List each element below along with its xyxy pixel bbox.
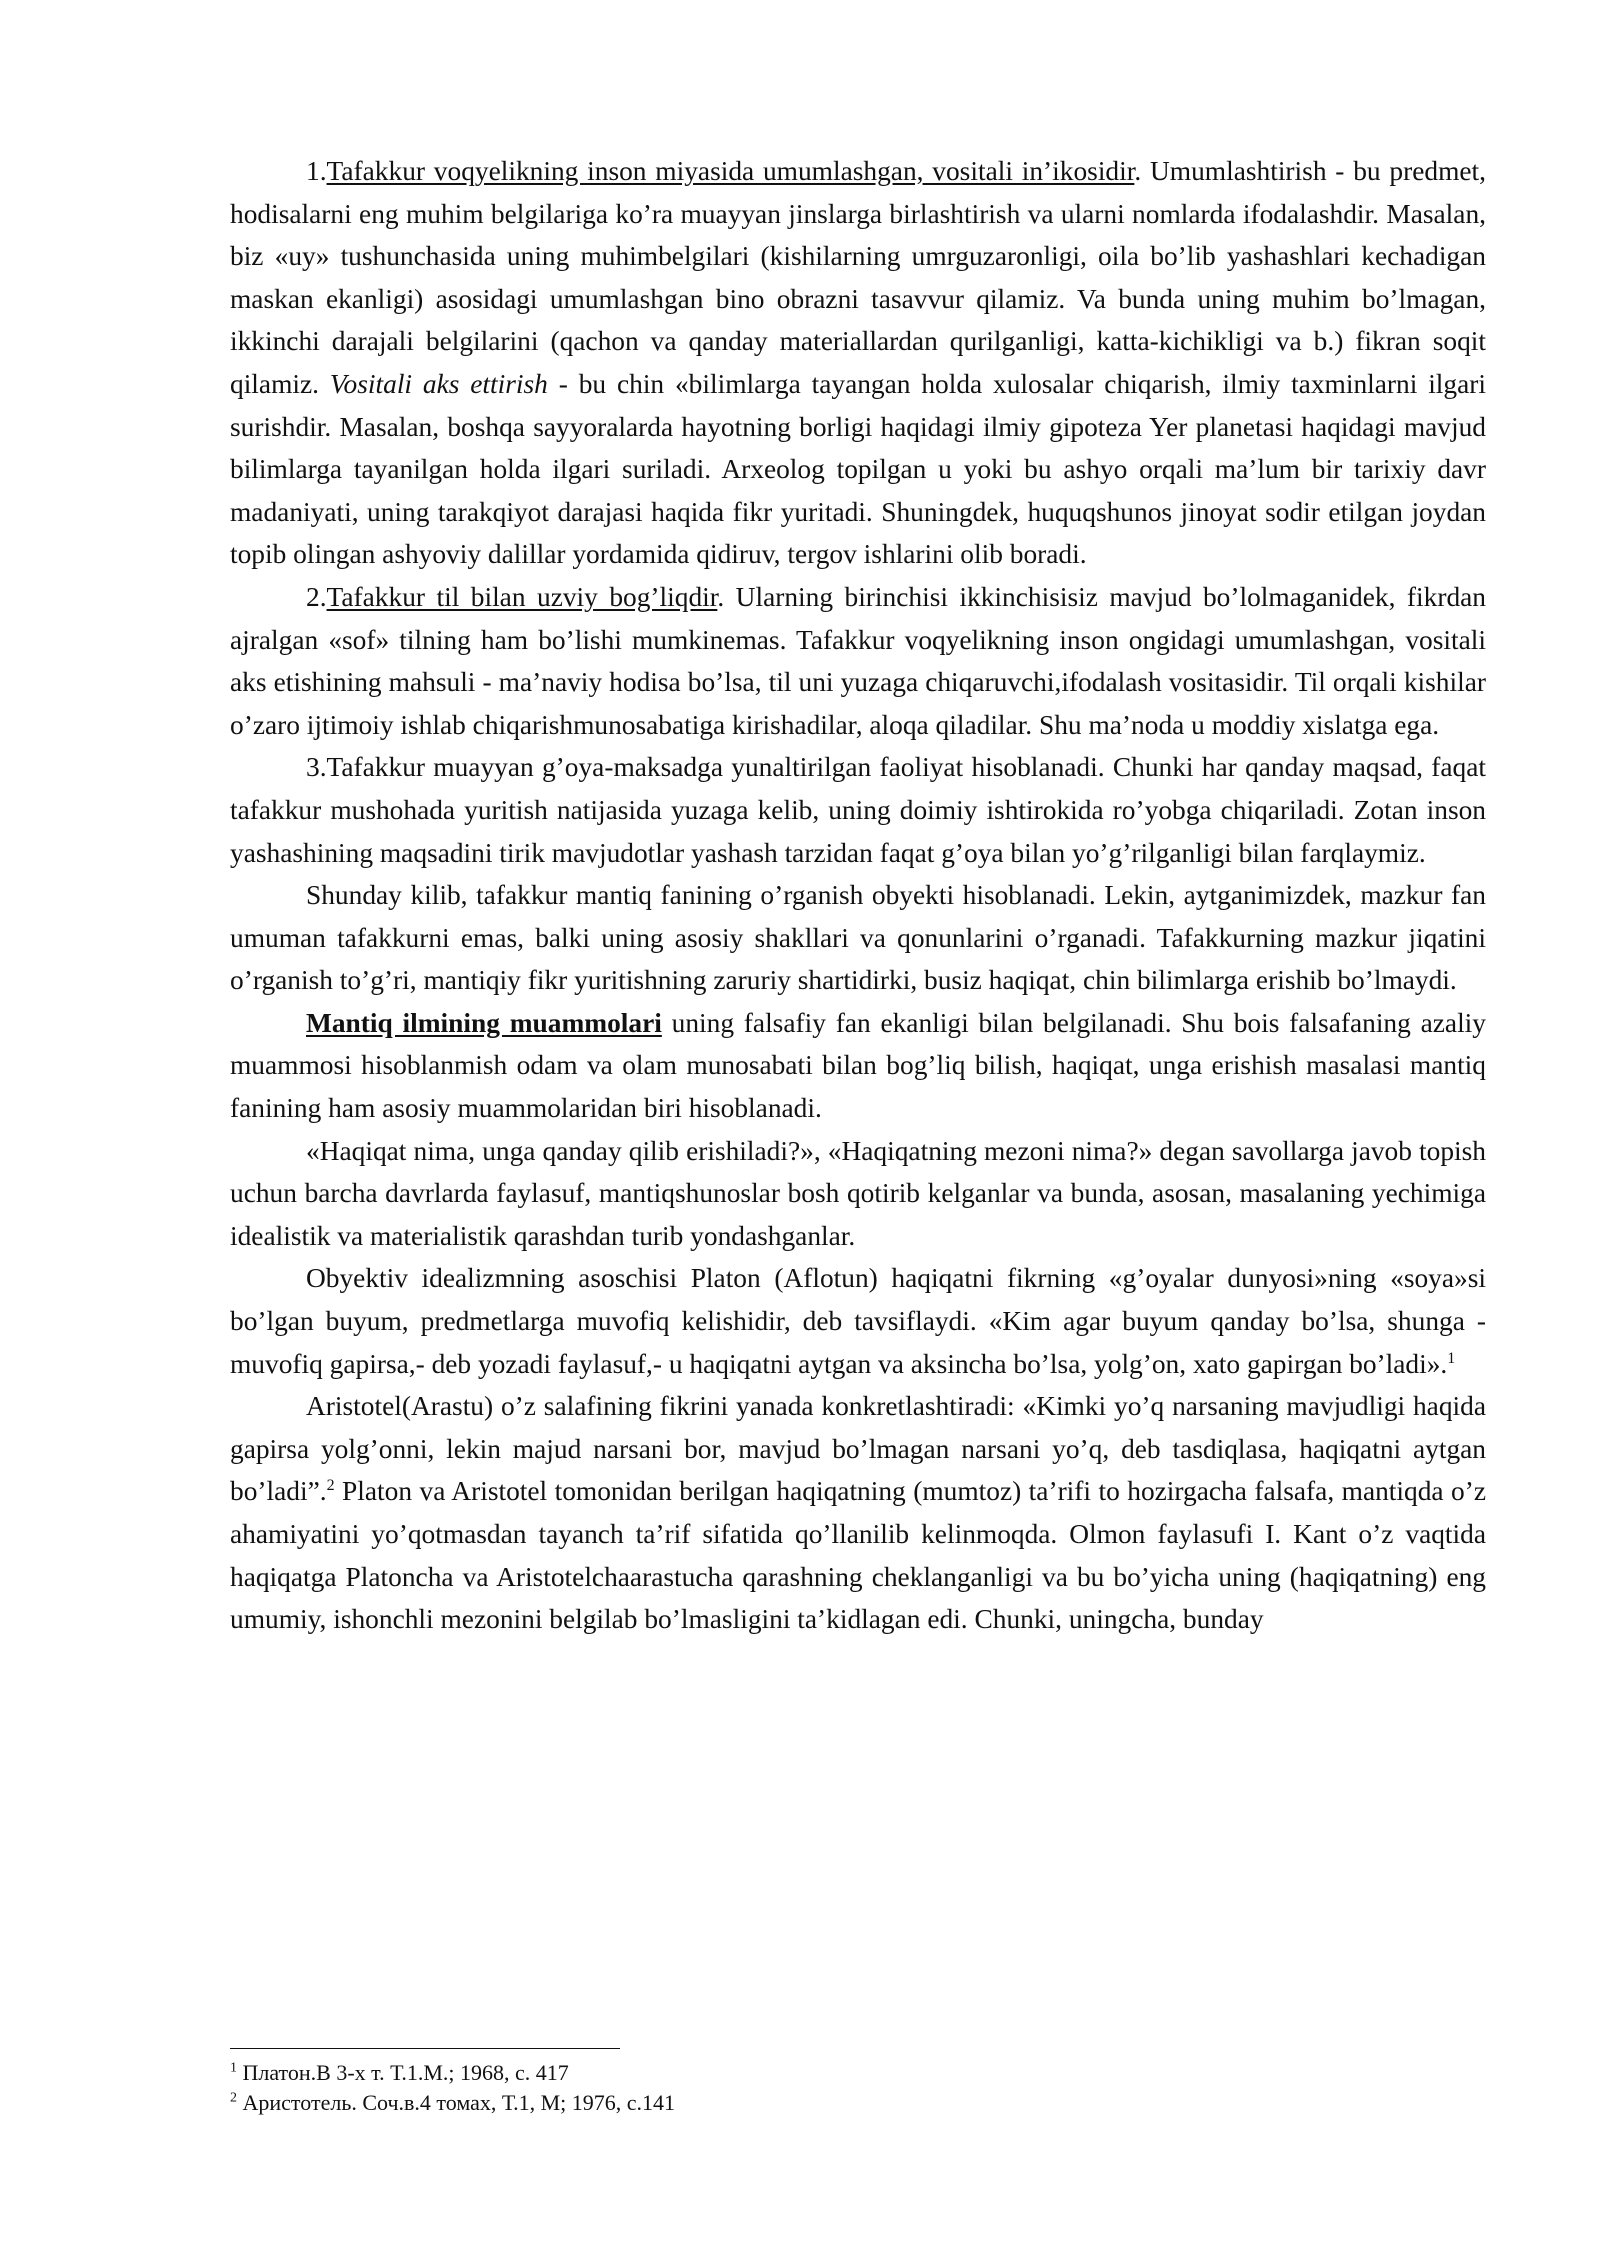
paragraph-text: Aristotel(Arastu) o’z salafining fikrini yanada konkretlashtiradi: «Kimki yo’q narsaning mavjudligi haqida gapirsa yolg’onni, lekin majud narsani bor, mavjud bo’lmagan narsani yo’q, deb tasdiqlasa, haqiqatni aytgan bo’ladi”. xyxy=(230,1391,1486,1507)
italic-term: Vositali aks ettirish xyxy=(329,368,548,399)
underlined-thesis: Tafakkur til bilan uzviy bog’liqdir xyxy=(326,581,718,612)
paragraph-text: uning falsafiy fan ekanligi bilan belgilanadi. Shu bois falsafaning azaliy muammosi hisoblanmish odam va olam munosabati bilan bog’liq bilish, haqiqat, unga erishish masalasi mantiq fanining ham asosiy muammolaridan biri hisoblanadi. xyxy=(230,1007,1486,1124)
paragraph-text: Obyektiv idealizmning asoschisi Platon (Aflotun) haqiqatni fikrning «g’oyalar dunyosi»ning «soya»si bo’lgan buyum, predmetlarga muvofiq kelishidir, deb tavsiflaydi. «Kim agar buyum qanday bo’lsa, shunga -muvofiq gapirsa,- deb yozadi faylasuf,- u haqiqatni aytgan va aksincha bo’lsa, yolg’on, xato gapirgan bo’ladi». xyxy=(230,1263,1486,1379)
footnote-text: Платон.В 3-х т. Т.1.М.; 1968, с. 417 xyxy=(237,2060,569,2085)
footnotes xyxy=(230,2058,1486,2118)
footnote-reference-2[interactable]: 2 xyxy=(326,1477,335,1495)
footnote-text: Аристотель. Соч.в.4 томах, Т.1, М; 1976, с.141 xyxy=(237,2090,676,2115)
paragraph-text: . Umumlashtirish - bu predmet, hodisalarni eng muhim belgilariga ko’ra muayyan jinslarga birlashtirish va ularni nomlarda ifodalashdir. Masalan, biz «uy» tushunchasida uning muhimbelgilari (kishilarning umrguzaronligi, oila bo’lib yashashlari kechadigan maskan ekanligi) asosidagi umumlashgan bino obrazni tasavvur qilamiz. Va bunda uning muhim bo’lmagan, ikkinchi darajali belgilarini (qachon va qanday materiallardan qurilganligi, katta-kichikligi va b.) fikran soqit qilamiz. xyxy=(230,156,1487,399)
paragraph-1 xyxy=(230,150,1486,576)
paragraph-text: 2. xyxy=(306,581,327,612)
paragraph-text: - bu chin «bilimlarga tayangan holda xulosalar chiqarish, ilmiy taxminlarni ilgari surishdir. Masalan, boshqa sayyoralarda hayotning borligi haqidagi ilmiy gipoteza Yer planetasi haqidagi mavjud bilimlarga tayanilgan holda ilgari suriladi. Arxeolog topilgan u yoki bu ashyo orqali ma’lum bir tarixiy davr madaniyati, uning tarakqiyot darajasi haqida fikr yuritadi. Shuningdek, huquqshunos jinoyat sodir etilgan joydan topib olingan ashyoviy dalillar yordamida qidiruv, tergov ishlarini olib boradi. xyxy=(230,368,1486,570)
footnote-mark: 1 xyxy=(230,2060,237,2076)
section-heading-term: Mantiq ilmining muammolari xyxy=(306,1007,662,1038)
underlined-thesis: Tafakkur voqyelikning inson miyasida umumlashgan, vositali in’ikosidir xyxy=(326,156,1135,186)
footnote-reference-1[interactable]: 1 xyxy=(1447,1349,1456,1367)
paragraph-text: . Ularning birinchisi ikkinchisisiz mavjud bo’lolmaganidek, fikrdan ajralgan «sof» tilning ham bo’lishi mumkinemas. Tafakkur voqyelikning inson ongidagi umumlashgan, vositali aks etishining mahsuli - ma’naviy hodisa bo’lsa, til uni yuzaga chiqaruvchi,ifodalash vositasidir. Til orqali kishilar o’zaro ijtimoiy ishlab chiqarishmunosabatiga kirishadilar, aloqa qiladilar. Shu ma’noda u moddiy xislatga ega. xyxy=(230,581,1486,740)
paragraph-text: 1. xyxy=(306,156,327,186)
paragraph-7 xyxy=(230,1257,1486,1385)
footnote-2 xyxy=(230,2088,1486,2118)
paragraph-text: 3.Tafakkur muayyan g’oya-maksadga yunaltirilgan faoliyat hisoblanadi. Chunki har qanday maqsad, faqat tafakkur mushohada yuritish natijasida yuzaga kelib, uning doimiy ishtirokida ro’yobga chiqariladi. Zotan inson yashashining maqsadini tirik mavjudotlar yashash tarzidan faqat g’oya bilan yo’g’rilganligi bilan farqlaymiz. xyxy=(230,752,1486,868)
paragraph-text: Shunday kilib, tafakkur mantiq fanining o’rganish obyekti hisoblanadi. Lekin, aytganimizdek, mazkur fan umuman tafakkurni emas, balki uning asosiy shakllari va qonunlarini o’rganadi. Tafakkurning mazkur jiqatini o’rganish to’g’ri, mantiqiy fikr yuritishning zaruriy shartidirki, busiz haqiqat, chin bilimlarga erishib bo’lmaydi. xyxy=(230,880,1486,996)
paragraph-6 xyxy=(230,1130,1486,1258)
paragraph-5 xyxy=(230,1002,1486,1130)
document-body xyxy=(230,150,1486,1641)
paragraph-2 xyxy=(230,576,1486,746)
footnote-separator xyxy=(230,2048,620,2049)
paragraph-4 xyxy=(230,874,1486,1002)
paragraph-text: Platon va Aristotel tomonidan berilgan haqiqatning (mumtoz) ta’rifi to hozirgacha falsafa, mantiqda o’z ahamiyatini yo’qotmasdan tayanch ta’rif sifatida qo’llanilib kelinmoqda. Olmon faylasufi I. Kant o’z vaqtida haqiqatga Platoncha va Aristotelchaarastucha qarashning cheklanganligi va bu bo’yicha uning (haqiqatning) eng umumiy, ishonchli mezonini belgilab bo’lmasligini ta’kidlagan edi. Chunki, uningcha, bunday xyxy=(230,1476,1486,1635)
paragraph-text: «Haqiqat nima, unga qanday qilib erishiladi?», «Haqiqatning mezoni nima?» degan savollarga javob topish uchun barcha davrlarda faylasuf, mantiqshunoslar bosh qotirib kelganlar va bunda, asosan, masalaning yechimiga idealistik va materialistik qarashdan turib yondashganlar. xyxy=(230,1135,1486,1251)
footnote-1 xyxy=(230,2058,1486,2088)
footnote-mark: 2 xyxy=(230,2090,237,2106)
paragraph-3 xyxy=(230,746,1486,874)
paragraph-8 xyxy=(230,1385,1486,1641)
